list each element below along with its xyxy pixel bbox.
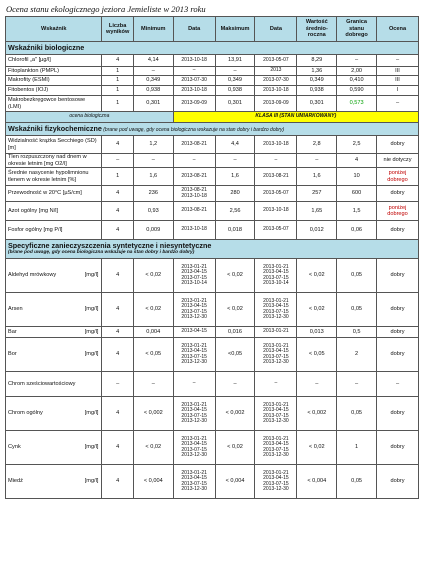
row-min: < 0,02 xyxy=(133,259,173,293)
row-min: – xyxy=(133,154,173,168)
row-name xyxy=(6,327,102,338)
table-row xyxy=(6,397,419,431)
row-limit: 0,05 xyxy=(337,293,377,327)
row-avg: – xyxy=(297,372,337,397)
table-row xyxy=(6,202,419,221)
row-min: < 0,004 xyxy=(133,465,173,499)
row-unit: [mg/l] xyxy=(84,444,99,451)
row-max: 280 xyxy=(215,186,255,202)
row-limit: – xyxy=(337,372,377,397)
assessment-table xyxy=(5,16,419,499)
row-date-max: 2013-01-21 2013-04-15 2013-07-15 2013-12-30 xyxy=(255,431,297,465)
table-header-row xyxy=(6,17,419,42)
row-name: Średnie nasycenie hypolimnionu tlenem w okresie letnim [%] xyxy=(6,168,102,186)
section-title-text: Wskaźniki fizykochemiczne xyxy=(8,123,102,133)
row-avg: 0,938 xyxy=(297,86,337,96)
table-row xyxy=(6,293,419,327)
row-min: 1,2 xyxy=(133,136,173,154)
row-rating: dobry xyxy=(377,136,419,154)
section-title xyxy=(6,240,419,259)
row-date-min: – xyxy=(173,67,215,76)
row-rating: – xyxy=(377,96,419,112)
row-date-min: 2013-10-18 xyxy=(173,86,215,96)
row-unit: [mg/l] xyxy=(84,410,99,417)
row-avg: 0,301 xyxy=(297,96,337,112)
row-min: 236 xyxy=(133,186,173,202)
row-date-min: 2013-10-18 xyxy=(173,221,215,240)
row-max: 2,56 xyxy=(215,202,255,221)
row-count: – xyxy=(102,154,133,168)
row-name xyxy=(6,465,102,499)
row-date-min: – xyxy=(173,372,215,397)
row-avg: 0,349 xyxy=(297,76,337,86)
section-title-text: Wskaźniki biologiczne xyxy=(8,42,85,52)
row-name: Makrofity (ESMI) xyxy=(6,76,102,86)
row-min: < 0,02 xyxy=(133,293,173,327)
table-row xyxy=(6,372,419,397)
section-note: (brane pod uwagę, gdy ocena biologiczna wskazuje na stan dobry i bardzo dobry) xyxy=(8,250,195,256)
row-max: 0,349 xyxy=(215,76,255,86)
section-note: (brane pod uwagę, gdy ocena biologiczna wskazuje na stan dobry i bardzo dobry) xyxy=(101,126,285,133)
row-limit: 2,00 xyxy=(337,67,377,76)
row-avg: 2,8 xyxy=(297,136,337,154)
table-row xyxy=(6,259,419,293)
row-min: 4,14 xyxy=(133,55,173,67)
row-date-max: – xyxy=(255,372,297,397)
row-avg: 0,012 xyxy=(297,221,337,240)
row-avg: < 0,002 xyxy=(297,397,337,431)
row-max: < 0,02 xyxy=(215,293,255,327)
row-max: 0,301 xyxy=(215,96,255,112)
row-avg: 8,29 xyxy=(297,55,337,67)
row-rating: dobry xyxy=(377,259,419,293)
col-header-name: Wskaźnik xyxy=(6,17,102,42)
row-count: 4 xyxy=(102,338,133,372)
row-rating: dobry xyxy=(377,397,419,431)
row-name: Fitoplankton (PMPL) xyxy=(6,67,102,76)
row-min: – xyxy=(133,67,173,76)
row-name xyxy=(6,372,102,397)
row-count: 1 xyxy=(102,76,133,86)
table-row xyxy=(6,67,419,76)
row-avg: < 0,02 xyxy=(297,293,337,327)
row-rating: – xyxy=(377,55,419,67)
row-min: 0,349 xyxy=(133,76,173,86)
row-name-text: Chrom sześciowartościowy xyxy=(8,380,76,387)
row-limit: 2,5 xyxy=(337,136,377,154)
row-limit: – xyxy=(337,55,377,67)
section-title-text: Specyficzne zanieczyszczenia syntetyczne i niesyntetyczne xyxy=(8,241,212,251)
row-name: Fosfor ogólny [mg P/l] xyxy=(6,221,102,240)
row-name-text: Cynk xyxy=(8,444,21,451)
col-header-rating: Ocena xyxy=(377,17,419,42)
row-rating: dobry xyxy=(377,465,419,499)
row-rating: dobry xyxy=(377,221,419,240)
row-min: 0,93 xyxy=(133,202,173,221)
section-title xyxy=(6,42,419,55)
row-max: < 0,002 xyxy=(215,397,255,431)
row-name-text: Bar xyxy=(8,328,17,335)
row-name xyxy=(6,338,102,372)
table-row xyxy=(6,327,419,338)
col-header-limit: Granica stanu dobrego xyxy=(337,17,377,42)
row-date-min: 2013-08-21 xyxy=(173,202,215,221)
row-date-min: 2013-08-21 2013-10-18 xyxy=(173,186,215,202)
table-row xyxy=(6,465,419,499)
row-max: <0,05 xyxy=(215,338,255,372)
row-date-max: 2013-01-21 2013-04-15 2013-07-15 2013-10-14 xyxy=(255,259,297,293)
row-count: 1 xyxy=(102,86,133,96)
row-count: 4 xyxy=(102,136,133,154)
row-max: < 0,02 xyxy=(215,431,255,465)
row-date-min: 2013-01-21 2013-04-15 2013-07-15 2013-10-14 xyxy=(173,259,215,293)
row-avg: 257 xyxy=(297,186,337,202)
row-date-max: 2013-01-21 2013-04-15 2013-07-15 2013-12-30 xyxy=(255,293,297,327)
row-name: Fitobentos (IOJ) xyxy=(6,86,102,96)
row-min: – xyxy=(133,372,173,397)
row-date-max: 2013-01-21 2013-04-15 2013-07-15 2013-12-30 xyxy=(255,338,297,372)
table-row xyxy=(6,154,419,168)
row-name: Azot ogólny [mg N/l] xyxy=(6,202,102,221)
section-header-row xyxy=(6,123,419,136)
row-min: 0,009 xyxy=(133,221,173,240)
row-limit: 0,05 xyxy=(337,259,377,293)
col-header-count: Liczba wyników xyxy=(102,17,133,42)
table-row xyxy=(6,136,419,154)
row-date-max: 2013-10-18 xyxy=(255,86,297,96)
row-rating: poniżej dobrego xyxy=(377,168,419,186)
table-row xyxy=(6,186,419,202)
row-limit: 4 xyxy=(337,154,377,168)
col-header-min: Minimum xyxy=(133,17,173,42)
row-count: 4 xyxy=(102,259,133,293)
row-date-max: 2013-05-07 xyxy=(255,55,297,67)
row-max: – xyxy=(215,154,255,168)
row-date-min: 2013-01-21 2013-04-15 2013-07-15 2013-12-30 xyxy=(173,431,215,465)
row-rating: dobry xyxy=(377,327,419,338)
section-header-row xyxy=(6,240,419,259)
eco-rating-value: KLASA III (STAN UMIARKOWANY) xyxy=(173,112,418,123)
row-count: 4 xyxy=(102,465,133,499)
row-name: Tlen rozpuszczony nad dnem w okresie letnim [mg O2/l] xyxy=(6,154,102,168)
row-avg: < 0,02 xyxy=(297,431,337,465)
row-name-text: Chrom ogólny xyxy=(8,410,43,417)
row-name: Chlorofil „a" [µg/l] xyxy=(6,55,102,67)
table-row xyxy=(6,96,419,112)
row-count: 4 xyxy=(102,397,133,431)
row-rating: nie dotyczy xyxy=(377,154,419,168)
row-limit: 1 xyxy=(337,431,377,465)
row-date-max: 2013-07-30 xyxy=(255,76,297,86)
row-date-max: 2013-01-21 2013-04-15 2013-07-15 2013-12-30 xyxy=(255,465,297,499)
row-max: – xyxy=(215,67,255,76)
row-limit: 10 xyxy=(337,168,377,186)
row-date-max: – xyxy=(255,154,297,168)
row-limit: 1,5 xyxy=(337,202,377,221)
row-max: 13,91 xyxy=(215,55,255,67)
row-rating: III xyxy=(377,67,419,76)
row-avg: 1,6 xyxy=(297,168,337,186)
row-date-min: 2013-08-21 xyxy=(173,168,215,186)
row-avg: 1,65 xyxy=(297,202,337,221)
row-min: 0,301 xyxy=(133,96,173,112)
row-date-min: – xyxy=(173,154,215,168)
row-name-text: Miedź xyxy=(8,478,23,485)
table-row xyxy=(6,221,419,240)
row-limit: 0,06 xyxy=(337,221,377,240)
row-rating: I xyxy=(377,86,419,96)
row-limit: 0,5 xyxy=(337,327,377,338)
row-date-max: 2013-01-21 xyxy=(255,327,297,338)
row-date-max: 2013-05-07 xyxy=(255,221,297,240)
col-header-max: Maksimum xyxy=(215,17,255,42)
row-max: 4,4 xyxy=(215,136,255,154)
table-row xyxy=(6,55,419,67)
row-name xyxy=(6,397,102,431)
row-date-max: 2013-05-07 xyxy=(255,186,297,202)
row-count: 1 xyxy=(102,96,133,112)
col-header-avg: Wartość średnio-roczna xyxy=(297,17,337,42)
row-name: Makrobezkręgowce bentosowe (LMI) xyxy=(6,96,102,112)
row-limit: 0,410 xyxy=(337,76,377,86)
row-date-max: 2013-09-09 xyxy=(255,96,297,112)
eco-rating-label: ocena biologiczna xyxy=(6,112,174,123)
row-date-max: 2013-01-21 2013-04-15 2013-07-15 2013-12-30 xyxy=(255,397,297,431)
row-limit: 0,05 xyxy=(337,397,377,431)
table-row xyxy=(6,76,419,86)
row-min: 1,6 xyxy=(133,168,173,186)
table-row xyxy=(6,168,419,186)
section-header-row xyxy=(6,42,419,55)
row-min: < 0,02 xyxy=(133,431,173,465)
eco-rating-row xyxy=(6,112,419,123)
row-name: Przewodność w 20°C [µS/cm] xyxy=(6,186,102,202)
row-date-max: 2013-08-21 xyxy=(255,168,297,186)
row-count: – xyxy=(102,372,133,397)
row-max: 1,6 xyxy=(215,168,255,186)
row-count: 4 xyxy=(102,202,133,221)
row-date-min: 2013-07-30 xyxy=(173,76,215,86)
row-count: 1 xyxy=(102,168,133,186)
row-date-min: 2013-09-09 xyxy=(173,96,215,112)
row-rating: poniżej dobrego xyxy=(377,202,419,221)
row-avg: < 0,004 xyxy=(297,465,337,499)
row-date-min: 2013-01-21 2013-04-15 2013-07-15 2013-12-30 xyxy=(173,397,215,431)
row-max: 0,938 xyxy=(215,86,255,96)
row-rating: dobry xyxy=(377,186,419,202)
row-name xyxy=(6,259,102,293)
row-rating: – xyxy=(377,372,419,397)
row-unit: [mg/l] xyxy=(84,306,99,313)
row-name-text: Bor xyxy=(8,351,17,358)
section-title xyxy=(6,123,419,136)
row-name-text: Arsen xyxy=(8,306,23,313)
row-min: 0,004 xyxy=(133,327,173,338)
row-count: 4 xyxy=(102,221,133,240)
row-date-min: 2013-01-21 2013-04-15 2013-07-15 2013-12-30 xyxy=(173,465,215,499)
row-rating: dobry xyxy=(377,431,419,465)
row-min: < 0,05 xyxy=(133,338,173,372)
table-row xyxy=(6,338,419,372)
row-rating: dobry xyxy=(377,293,419,327)
row-limit: 0,573 xyxy=(337,96,377,112)
row-unit: [mg/l] xyxy=(84,351,99,358)
row-limit: 600 xyxy=(337,186,377,202)
row-date-max: 2013-10-18 xyxy=(255,202,297,221)
row-date-max: 2013 xyxy=(255,67,297,76)
row-avg: < 0,05 xyxy=(297,338,337,372)
row-date-min: 2013-08-21 xyxy=(173,136,215,154)
row-count: 1 xyxy=(102,67,133,76)
row-unit: [mg/l] xyxy=(84,272,99,279)
row-count: 4 xyxy=(102,55,133,67)
row-date-max: 2013-10-18 xyxy=(255,136,297,154)
row-count: 4 xyxy=(102,293,133,327)
col-header-date-max: Data xyxy=(255,17,297,42)
row-max: 0,018 xyxy=(215,221,255,240)
row-max: – xyxy=(215,372,255,397)
page-title: Ocena stanu ekologicznego jeziora Jemieliste w 2013 roku xyxy=(6,4,206,14)
row-date-min: 2013-01-21 2013-04-15 2013-07-15 2013-12-30 xyxy=(173,338,215,372)
row-count: 4 xyxy=(102,327,133,338)
row-rating: III xyxy=(377,76,419,86)
row-count: 4 xyxy=(102,186,133,202)
row-limit: 2 xyxy=(337,338,377,372)
row-avg: 0,013 xyxy=(297,327,337,338)
row-min: < 0,002 xyxy=(133,397,173,431)
row-min: 0,938 xyxy=(133,86,173,96)
row-avg: 1,36 xyxy=(297,67,337,76)
row-unit: [mg/l] xyxy=(84,478,99,485)
col-header-date-min: Data xyxy=(173,17,215,42)
row-name: Widzialność krążka Secchiego (SD) [m] xyxy=(6,136,102,154)
row-date-min: 2013-04-15 xyxy=(173,327,215,338)
row-limit: 0,590 xyxy=(337,86,377,96)
row-limit: 0,05 xyxy=(337,465,377,499)
table-row xyxy=(6,431,419,465)
row-date-min: 2013-01-21 2013-04-15 2013-07-15 2013-12-30 xyxy=(173,293,215,327)
table-body xyxy=(6,42,419,499)
row-avg: – xyxy=(297,154,337,168)
row-rating: dobry xyxy=(377,338,419,372)
row-max: < 0,004 xyxy=(215,465,255,499)
row-max: 0,016 xyxy=(215,327,255,338)
row-name xyxy=(6,431,102,465)
table-row xyxy=(6,86,419,96)
row-name-text: Aldehyd mrówkowy xyxy=(8,272,57,279)
row-unit: [mg/l] xyxy=(84,328,99,335)
row-count: 4 xyxy=(102,431,133,465)
assessment-table-wrapper xyxy=(5,16,419,499)
row-name xyxy=(6,293,102,327)
row-avg: < 0,02 xyxy=(297,259,337,293)
row-max: < 0,02 xyxy=(215,259,255,293)
row-date-min: 2013-10-18 xyxy=(173,55,215,67)
